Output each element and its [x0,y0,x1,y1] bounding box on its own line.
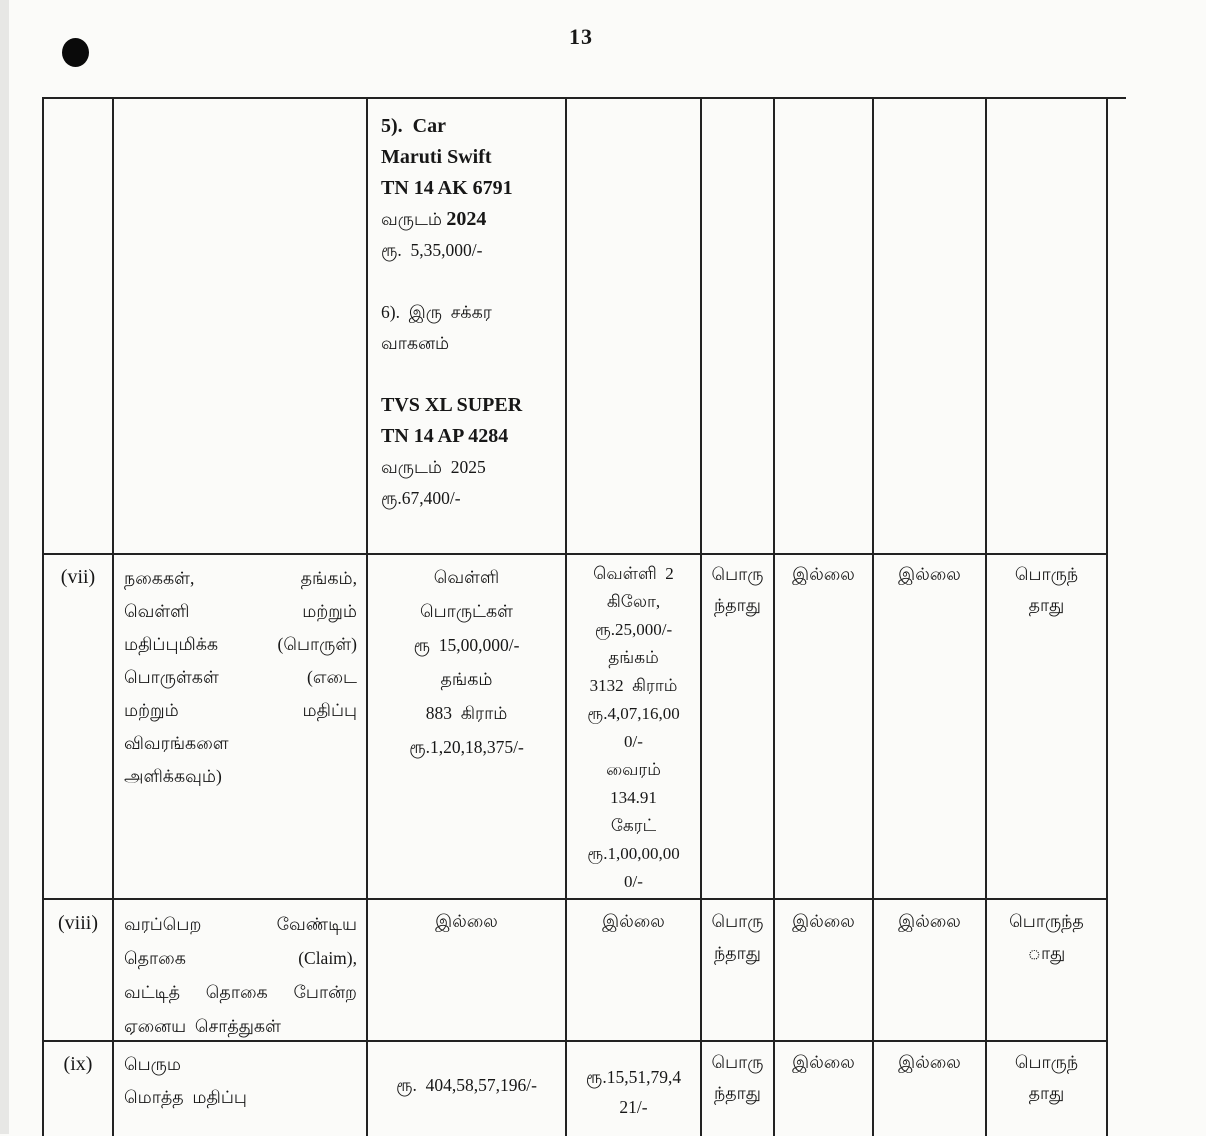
text-segment: ந்தாது [714,943,761,963]
text-segment: மொத்த மதிப்பு [124,1087,247,1107]
text-segment: வெள்ளி [433,567,500,587]
cell-line [381,111,559,142]
text-segment: ரூ.1,20,18,375/- [409,737,524,757]
cell-line [124,975,357,1009]
cell-line [124,907,357,941]
cell-line [381,142,559,173]
row-serial-cell [44,900,114,1042]
cell-line [708,1078,767,1109]
text-segment: இல்லை [435,911,498,931]
cell-line [124,941,357,975]
table-cell [775,1042,874,1136]
table-cell [874,555,987,900]
text-segment: 2024 [446,208,487,230]
cell-line [708,590,767,621]
text-segment: (பொருள்) [277,634,357,654]
text-segment: (viii) [58,912,98,934]
text-segment: இல்லை [898,564,961,584]
cell-line [573,905,694,937]
text-segment: வரப்பெற [124,914,202,934]
cell-line [381,266,559,297]
cell-line [381,390,559,421]
text-segment: 5). Car [381,115,446,137]
text-segment: நகைகள், [124,568,195,588]
text-segment: இல்லை [602,911,665,931]
cell-line [374,730,559,764]
text-segment: பொருந் [1014,564,1079,584]
table-cell [114,555,368,900]
text-segment: ரூ.15,51,79,4 [585,1067,682,1087]
text-segment: TN 14 AK 6791 [381,177,513,199]
cell-line [374,628,559,662]
cell-line [708,1047,767,1078]
text-segment: ரூ. 404,58,57,196/- [396,1075,537,1095]
row-serial-cell [44,555,114,900]
cell-line [573,756,694,784]
cell-line [781,905,866,937]
text-segment: இல்லை [792,1052,855,1072]
cell-line [381,235,559,266]
table-cell [987,99,1108,555]
cell-line [781,559,866,590]
table-cell [874,1042,987,1136]
table-cell [987,1042,1108,1136]
cell-line [993,559,1100,590]
text-segment: (Claim), [298,948,357,968]
cell-line [993,937,1100,969]
table-cell [114,1042,368,1136]
text-segment: பொரு [711,564,764,584]
table-cell [775,900,874,1042]
cell-line [381,421,559,452]
cell-line [124,595,357,628]
cell-line [124,1009,357,1042]
scan-edge-shadow [0,0,9,1134]
cell-line [573,1092,694,1122]
table-cell [567,555,702,900]
text-segment: 0/- [624,872,643,891]
text-segment: ந்தாது [714,595,761,615]
cell-line [124,1048,360,1081]
text-segment: பெரும [124,1054,181,1074]
table-cell [987,555,1108,900]
table-cell [368,900,567,1042]
text-segment: தாது [1028,1083,1065,1103]
text-segment: இல்லை [898,911,961,931]
cell-line [880,559,979,590]
text-segment: வெள்ளி 2 [593,564,674,583]
cell-line [50,562,106,593]
cell-line [381,359,559,390]
text-segment: மற்றும் [124,700,179,720]
cell-line [573,672,694,700]
cell-line [381,173,559,204]
table-cell [114,99,368,555]
cell-line [374,1070,559,1101]
text-segment: Maruti Swift [381,146,492,168]
assets-declaration-table [42,97,1126,1136]
cell-line [573,616,694,644]
cell-line [573,588,694,616]
text-segment: இல்லை [898,1052,961,1072]
text-segment: (எடை [307,667,357,687]
cell-line [124,628,357,661]
cell-line [374,662,559,696]
text-segment: பொருள்கள் [124,667,219,687]
text-segment: ரூ 15,00,000/- [413,635,520,655]
text-segment: தங்கம், [300,568,357,588]
text-segment: பொருட்கள் [420,601,513,621]
row-serial-cell [44,99,114,555]
text-segment: தங்கம் [440,669,493,689]
text-segment: போன்ற [293,982,357,1002]
cell-line [993,1078,1100,1109]
cell-line [374,696,559,730]
cell-line [573,728,694,756]
text-segment: ாது [1027,943,1066,963]
text-segment: தொகை [124,948,186,968]
text-segment: பொருந்த [1009,911,1084,931]
text-segment: ந்தாது [714,1083,761,1103]
text-segment: வருடம் 2025 [381,457,486,477]
text-segment: ரூ.4,07,16,00 [587,704,680,723]
text-segment: வைரம் [606,760,661,779]
text-segment: TVS XL SUPER [381,394,523,416]
table-cell [368,1042,567,1136]
text-segment: 134.91 [610,788,657,807]
cell-line [374,594,559,628]
text-segment: அளிக்கவும்) [124,766,222,786]
text-segment: ரூ.1,00,00,00 [587,844,680,863]
table-cell [702,900,775,1042]
text-segment: கிலோ, [606,592,661,611]
cell-line [381,204,559,235]
text-segment: வட்டித் [124,982,181,1002]
text-segment: 0/- [624,732,643,751]
text-segment: TN 14 AP 4284 [381,425,509,447]
page-number: 13 [569,24,593,49]
text-segment: ரூ.67,400/- [381,488,461,508]
cell-line [880,1047,979,1078]
cell-line [50,907,106,939]
cell-line [124,661,357,694]
cell-line [381,452,559,483]
table-cell [567,99,702,555]
text-segment: பொரு [711,911,764,931]
text-segment: பொருந் [1014,1052,1079,1072]
table-cell [775,555,874,900]
table-cell [567,900,702,1042]
cell-line [708,937,767,969]
table-cell [874,99,987,555]
cell-line [374,560,559,594]
text-segment: (vii) [60,566,96,588]
text-segment: ஏனைய சொத்துகள் [124,1016,281,1036]
cell-line [374,905,559,937]
cell-line [708,905,767,937]
row-serial-cell [44,1042,114,1136]
cell-line [781,1047,866,1078]
table-cell [368,99,567,555]
table-cell [567,1042,702,1136]
cell-line [573,1062,694,1092]
text-segment: மதிப்பு [302,700,357,720]
text-segment: தொகை [205,982,268,1002]
cell-line [573,868,694,896]
cell-line [124,727,357,760]
table-cell [114,900,368,1042]
text-segment: மதிப்புமிக்க [124,634,219,654]
cell-line [381,297,559,328]
text-segment: கேரட் [610,816,657,835]
cell-line [573,840,694,868]
text-segment: வருடம் [381,209,447,229]
text-segment: தங்கம் [608,648,659,667]
cell-line [124,1081,360,1114]
cell-line [993,1047,1100,1078]
text-segment: வேண்டிய [276,914,357,934]
text-segment: பொரு [711,1052,764,1072]
text-segment: தாது [1028,595,1065,615]
cell-line [573,560,694,588]
cell-line [573,784,694,812]
cell-line [573,700,694,728]
text-segment: 21/- [619,1097,648,1117]
cell-line [124,694,357,727]
text-segment: இல்லை [792,911,855,931]
table-cell [702,99,775,555]
text-segment: விவரங்களை [124,733,229,753]
text-segment: 883 கிராம் [425,703,508,723]
black-dot-mark [62,38,89,67]
table-cell [702,555,775,900]
cell-line [124,760,357,793]
table-cell [702,1042,775,1136]
text-segment: ரூ.25,000/- [594,620,673,639]
text-segment: ரூ. 5,35,000/- [381,240,483,260]
cell-line [993,905,1100,937]
text-segment: (ix) [63,1053,93,1075]
table-cell [987,900,1108,1042]
cell-line [381,328,559,359]
cell-line [381,483,559,514]
cell-line [124,562,357,595]
cell-line [993,590,1100,621]
cell-line [573,644,694,672]
cell-line [708,559,767,590]
text-segment: வெள்ளி [124,601,190,621]
table-cell [874,900,987,1042]
text-segment: இல்லை [792,564,855,584]
cell-line [573,812,694,840]
cell-line [880,905,979,937]
text-segment: 3132 கிராம் [589,676,678,695]
text-segment: 6). இரு சக்கர [381,302,492,322]
table-cell [368,555,567,900]
cell-line [50,1049,106,1080]
text-segment: வாகனம் [381,333,450,353]
table-cell [775,99,874,555]
text-segment: மற்றும் [302,601,357,621]
